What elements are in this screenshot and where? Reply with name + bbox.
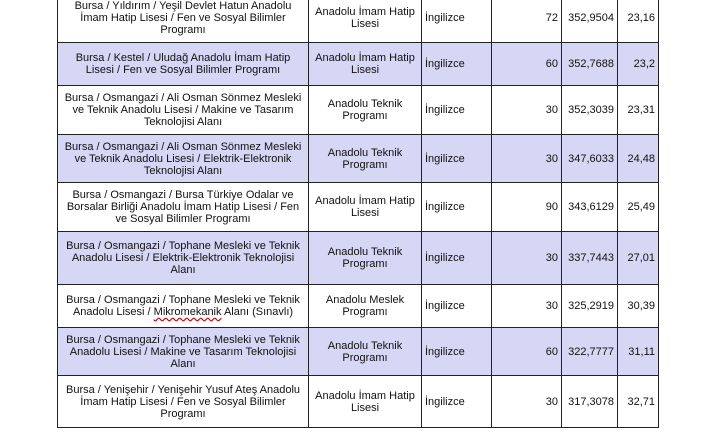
quota-cell: 30: [492, 376, 562, 428]
program-type-line: Programı: [342, 110, 388, 122]
program-type-cell: [309, 135, 422, 183]
score-cell: 352,3039: [562, 86, 618, 135]
program-type-line: Anadolu Teknik: [327, 98, 403, 110]
program-type-line: Anadolu Teknik: [327, 246, 403, 258]
school-name-cell: [58, 0, 309, 43]
school-name-cell: [58, 86, 309, 135]
school-line: Anadolu Lisesi / Makine ve Tasarım Teknolojisi: [69, 345, 297, 358]
language-cell: İngilizce: [422, 86, 492, 135]
school-name-cell: [58, 43, 309, 86]
percentile-cell: 23,16: [618, 0, 659, 43]
table-row: [58, 232, 659, 285]
program-type-line: Programı: [342, 306, 388, 318]
school-line: Teknolojisi Alanı: [143, 116, 223, 128]
table-row: [58, 328, 659, 376]
language-cell: İngilizce: [422, 328, 492, 376]
school-name-cell: [58, 328, 309, 376]
program-type-cell: [309, 232, 422, 285]
program-type-line: Lisesi: [350, 64, 380, 76]
language-cell: İngilizce: [422, 376, 492, 428]
program-type-cell: [309, 376, 422, 428]
score-cell: 322,7777: [562, 328, 618, 376]
school-results-table: [57, 0, 659, 428]
program-type-cell: [309, 183, 422, 232]
language-cell: İngilizce: [422, 285, 492, 328]
school-name-cell: [58, 232, 309, 285]
percentile-cell: 24,48: [618, 135, 659, 183]
school-name-cell: [58, 285, 309, 328]
language-cell: İngilizce: [422, 0, 492, 43]
table-row: [58, 376, 659, 428]
quota-cell: 72: [492, 0, 562, 43]
score-cell: 352,7688: [562, 43, 618, 86]
school-line: Bursa / Osmangazi / Tophane Mesleki ve Teknik: [66, 294, 300, 306]
school-line: Teknolojisi Alanı: [143, 164, 223, 177]
school-line: Bursa / Kestel / Uludağ Anadolu İmam Hatip: [75, 52, 291, 64]
percentile-cell: 32,71: [618, 376, 659, 428]
score-cell: 343,6129: [562, 183, 618, 232]
program-type-cell: [309, 86, 422, 135]
school-name-cell: [58, 135, 309, 183]
score-cell: 352,9504: [562, 0, 618, 43]
program-type-line: Programı: [342, 258, 388, 270]
language-cell: İngilizce: [422, 183, 492, 232]
score-cell: 347,6033: [562, 135, 618, 183]
percentile-cell: 30,39: [618, 285, 659, 328]
quota-cell: 90: [492, 183, 562, 232]
quota-cell: 60: [492, 43, 562, 86]
program-type-line: Anadolu Meslek: [325, 294, 405, 306]
percentile-cell: 27,01: [618, 232, 659, 285]
language-cell: İngilizce: [422, 135, 492, 183]
quota-cell: 60: [492, 328, 562, 376]
language-cell: İngilizce: [422, 232, 492, 285]
school-line: Bursa / Yenişehir / Yenişehir Yusuf Ateş Anadolu: [65, 383, 301, 396]
quota-cell: 30: [492, 135, 562, 183]
percentile-cell: 23,31: [618, 86, 659, 135]
score-cell: 317,3078: [562, 376, 618, 428]
language-cell: İngilizce: [422, 43, 492, 86]
school-line: Lisesi / Fen ve Sosyal Bilimler Programı: [85, 64, 281, 76]
program-type-line: Anadolu İmam Hatip: [315, 6, 415, 18]
school-line: Alanı (Sınavlı): [221, 306, 294, 318]
school-line: Alanı: [170, 264, 196, 276]
program-type-line: Anadolu Teknik: [327, 146, 403, 159]
school-line: ve Sosyal Bilimler Programı: [115, 213, 251, 225]
program-type-line: Anadolu İmam Hatip: [315, 52, 415, 64]
table-row: [58, 135, 659, 183]
percentile-cell: 31,11: [618, 328, 659, 376]
school-line: Alanı: [170, 357, 196, 370]
quota-cell: 30: [492, 285, 562, 328]
program-type-cell: [309, 328, 422, 376]
table-row: [58, 183, 659, 232]
school-line: ve Teknik Anadolu Lisesi / Makine ve Tasarım: [72, 104, 294, 116]
school-line: Anadolu Lisesi /: [72, 306, 154, 318]
program-type-line: Programı: [342, 158, 388, 171]
school-line: Bursa / Osmangazi / Ali Osman Sönmez Mesleki: [64, 92, 302, 104]
percentile-cell: 23,2: [618, 43, 659, 86]
school-line: Bursa / Yıldırım / Yeşil Devlet Hatun Anadolu: [74, 0, 292, 12]
program-type-line: Lisesi: [350, 207, 380, 219]
school-line: Anadolu Lisesi / Elektrik-Elektronik Teknolojisi: [71, 252, 295, 264]
spellcheck-flagged-word: Mikromekanik: [153, 306, 222, 318]
school-line: Borsalar Birliği Anadolu İmam Hatip Lisesi / Fen: [66, 201, 300, 213]
school-line: Bursa / Osmangazi / Tophane Mesleki ve Teknik: [66, 333, 300, 346]
quota-cell: 30: [492, 232, 562, 285]
program-type-cell: [309, 0, 422, 43]
program-type-line: Anadolu Teknik: [327, 339, 403, 352]
school-line: Bursa / Osmangazi / Bursa Türkiye Odalar ve: [72, 189, 294, 201]
program-type-line: Programı: [342, 351, 388, 364]
percentile-cell: 25,49: [618, 183, 659, 232]
school-line: ve Teknik Anadolu Lisesi / Elektrik-Elektronik: [74, 152, 292, 165]
school-name-cell: [58, 183, 309, 232]
score-cell: 337,7443: [562, 232, 618, 285]
school-line: Programı: [160, 24, 206, 36]
program-type-cell: [309, 43, 422, 86]
table-row: [58, 86, 659, 135]
school-line: Bursa / Osmangazi / Tophane Mesleki ve Teknik: [66, 240, 300, 252]
program-type-line: Anadolu İmam Hatip: [315, 389, 415, 402]
table-row: [58, 0, 659, 43]
quota-cell: 30: [492, 86, 562, 135]
school-line: İmam Hatip Lisesi / Fen ve Sosyal Bilimler: [80, 395, 286, 408]
school-line: Bursa / Osmangazi / Ali Osman Sönmez Mesleki: [64, 140, 302, 153]
table-row: [58, 285, 659, 328]
school-line: Programı: [160, 407, 206, 420]
program-type-line: Anadolu İmam Hatip: [315, 195, 415, 207]
score-cell: 325,2919: [562, 285, 618, 328]
school-line: İmam Hatip Lisesi / Fen ve Sosyal Bilimler: [80, 12, 286, 24]
program-type-cell: [309, 285, 422, 328]
table-row: [58, 43, 659, 86]
program-type-line: Lisesi: [350, 401, 380, 414]
program-type-line: Lisesi: [350, 18, 380, 30]
school-name-cell: [58, 376, 309, 428]
